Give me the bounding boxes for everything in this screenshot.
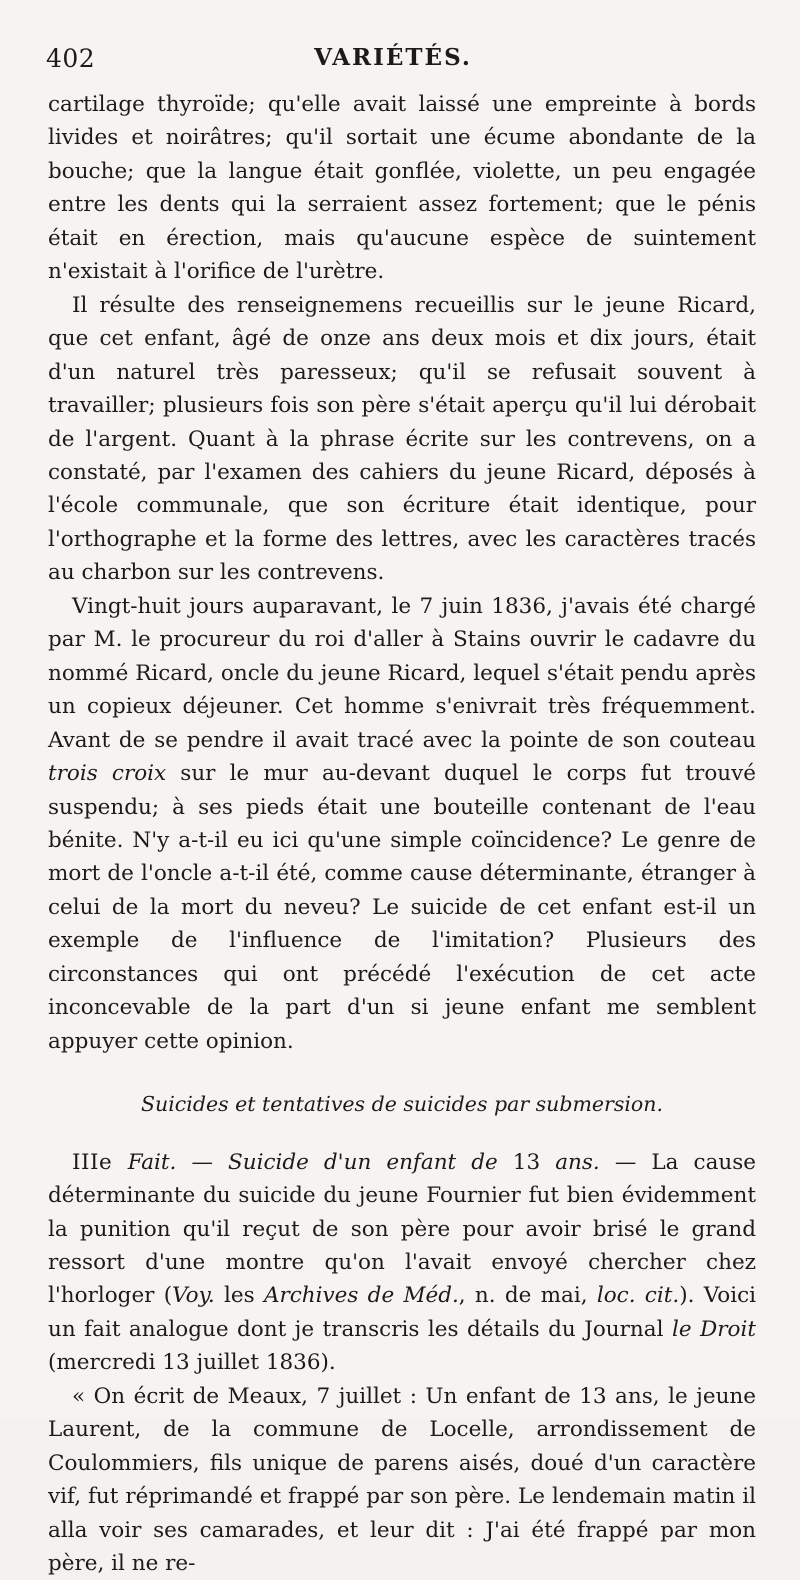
fact-number: IIIe <box>72 1149 128 1175</box>
fact-title: Fait. — Suicide d'un enfant de <box>127 1149 498 1175</box>
italic-phrase: trois croix <box>48 761 167 787</box>
paragraph-text: — La cause déterminante du suicide du jeune Fournier fut bien évidemment la punition qu'il reçut de son père pour avoir brisé le grand ressort d'une montre qu'on l'avait envoyé chercher chez l'horloger ( <box>48 1149 757 1309</box>
fact-age-unit: ans. <box>555 1149 600 1175</box>
paragraph-text: (mercredi 13 juillet 1836). <box>48 1350 336 1376</box>
paragraph-text: , n. de mai, <box>458 1283 597 1309</box>
paragraph-fact-three <box>48 1146 756 1380</box>
page-number: 402 <box>46 44 96 73</box>
running-head <box>46 44 740 80</box>
paragraph-text: Vingt-huit jours auparavant, le 7 juin 1836, j'avais été chargé par M. le procureur du roi d'aller à Stains ouvrir le cadavre du nommé Ricard, oncle du jeune Ricard, lequel s'était pendu après un copieux déjeuner. Cet homme s'enivrait très fréquemment. Avant de se pendre il avait tracé avec la pointe de son couteau <box>48 593 756 753</box>
fact-age: 13 <box>497 1149 556 1175</box>
journal-title: le Droit <box>671 1316 756 1342</box>
paragraph-continuation: cartilage thyroïde; qu'elle avait laissé une empreinte à bords livides et noirâtres; qu'il sortait une écume abondante de la bouche; que la langue était gonflée, violette, un peu engagée entre les dents qui la serraient assez fortement; que le pénis était en érection, mais qu'aucune espèce de suintement n'existait à l'orifice de l'urètre. <box>48 92 756 285</box>
citation: loc. cit. <box>596 1283 680 1309</box>
paragraph-text: les <box>214 1283 264 1309</box>
paragraph-text: sur le mur au-devant duquel le corps fut trouvé suspendu; à ses pieds était une bouteille contenant de l'eau bénite. N'y a-t-il eu ici qu'une simple coïncidence? Le genre de mort de l'oncle a-t-il été, comme cause déterminante, étranger à celui de la mort du neveu? Le suicide de cet enfant est-il un exemple de l'influence de l'imitation? Plusieurs des circonstances qui ont précédé l'exécution de cet acte inconcevable de la part d'un si jeune enfant me semblent appuyer cette opinion. <box>48 761 756 1054</box>
paragraph-uncle-suicide <box>48 590 756 1058</box>
running-title: VARIÉTÉS. <box>314 44 472 71</box>
paragraph-ricard-inquiry: Il résulte des renseignemens recueillis sur le jeune Ricard, que cet enfant, âgé de onze ans deux mois et dix jours, était d'un naturel très paresseux; qu'il se refusait souvent à travailler; plusieurs fois son père s'était aperçu qu'il lui dérobait de l'argent. Quant à la phrase écrite sur les contrevens, on a constaté, par l'examen des cahiers du jeune Ricard, déposés à l'école communale, que son écriture était identique, pour l'orthographe et la forme des lettres, avec les caractères tracés au charbon sur les contrevens. <box>48 292 756 586</box>
citation: Voy. <box>172 1283 215 1309</box>
citation: Archives de Méd. <box>263 1283 459 1309</box>
section-heading: Suicides et tentatives de suicides par submersion. <box>141 1092 663 1117</box>
body-text <box>48 88 756 1580</box>
paragraph-text: ). Voici un fait analogue dont je transcris les détails du Journal <box>48 1283 756 1342</box>
paragraph-quote: « On écrit de Meaux, 7 juillet : Un enfant de 13 ans, le jeune Laurent, de la commune de Locelle, arrondissement de Coulommiers, fils unique de parens aisés, doué d'un caractère vif, fut réprimandé et frappé par son père. Le lendemain matin il alla voir ses camarades, et leur dit : J'ai été frappé par mon père, il ne re- <box>48 1383 756 1577</box>
